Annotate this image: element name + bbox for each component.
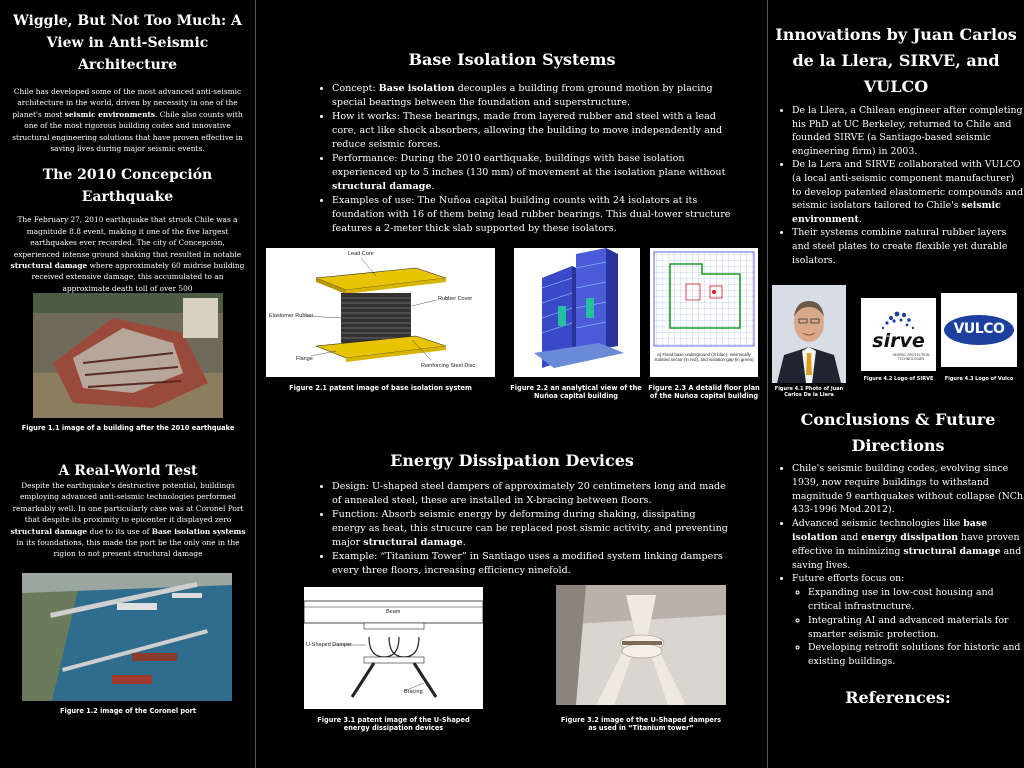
innovations-heading: Innovations by Juan Carlos de la Llera, SIRVE, and VULCO: [775, 25, 1017, 96]
base-bullet-concept: • Concept: Base isolation decouples a building from ground motion by placing special bearings between the foundation and superstructure.: [332, 82, 732, 110]
isolator-patent-figure: [266, 248, 495, 377]
building-model-drawing: [514, 248, 640, 377]
future-item-retrofit: ◦ Developing retrofit solutions for historic and existing buildings.: [808, 641, 1024, 669]
dellera-portrait-photo: [772, 285, 846, 383]
collapsed-building-photo: [33, 293, 223, 418]
innovations-list: [776, 104, 1024, 267]
energy-dissipation-list: [316, 480, 732, 578]
u-damper-patent-figure: [304, 587, 483, 709]
figure-2-3-caption: Figure 2.3 A detalid floor plan of the Nuñoa capital building: [648, 384, 760, 400]
sirve-logo-text: sirve: [872, 330, 925, 352]
future-item-housing: ◦ Expanding use in low-cost housing and critical infrastructure.: [808, 586, 1024, 614]
future-item-ai: ◦ Integrating AI and advanced materials for smarter seismic protection.: [808, 614, 1024, 642]
base-bullet-how: • How it works: These bearings, made from layered rubber and steel with a lead core, act like shock absorbers, allowing the building to move independently and reduce seismic forces.: [332, 110, 732, 152]
column-left: [0, 0, 256, 768]
floor-plan-note: a) Fixed base underground (in blue), seismically isolated sector (in red), and isolation gap (in green): [654, 352, 754, 362]
innov-bullet-systems: • Their systems combine natural rubber layers and steel plates to create flexible yet durable isolators.: [792, 226, 1024, 267]
quake-paragraph: The February 27, 2010 earthquake that struck Chile was a magnitude 8.8 event, making it one of the five largest earthquakes ever recorded. The city of Concepción, experienced intense ground shaking that resulted in notable structural damage where approximately 60 midrise building received extensive damage, this accumulated to an approximate death toll of over 500: [10, 215, 245, 293]
u-damper-drawing: [304, 587, 483, 709]
intro-paragraph: Chile has developed some of the most advanced anti-seismic architecture in the world, driven by necessity in one of the planet's most seismic environments. Chile also counts with one of the most rigorous building codes and innovative structural engineering solutions that have proven effective in saving lives during major seismic events.: [12, 87, 243, 154]
figure-2-2-caption: Figure 2.2 an analytical view of the Nuñoa capital building: [510, 384, 642, 400]
base-isolation-heading: Base Isolation Systems: [408, 50, 616, 69]
base-bullet-performance: • Performance: During the 2010 earthquake, buildings with base isolation experienced up to 5 inches (130 mm) of movement at the isolation plane without structural damage.: [332, 152, 732, 194]
conclusions-list: [776, 462, 1024, 669]
base-isolation-list: [316, 82, 732, 236]
test-heading: A Real-World Test: [58, 463, 198, 479]
base-bullet-examples: • Examples of use: The Nuñoa capital building counts with 24 isolators at its foundation with 16 of them being lead rubber bearings. This dual-tower structure features a 2-meter thick slab supported by these isolators.: [332, 194, 732, 236]
building-model-figure: [514, 248, 640, 377]
concl-bullet-technologies: • Advanced seismic technologies like base isolation and energy dissipation have proven effective in minimizing structural damage and saving lives.: [792, 517, 1024, 572]
figure-4-1-caption: Figure 4.1 Photo of Juan Carlos De la Llera: [774, 386, 844, 398]
references-heading: References:: [845, 688, 951, 707]
sirve-logo: [861, 298, 936, 371]
future-sublist: [792, 586, 1024, 669]
vulco-logo: [941, 293, 1017, 367]
test-paragraph: Despite the earthquake's destructive potential, buildings employing advanced anti-seismic technologies performed remarkably well. In one particularly case was at Coronel Port that despite its proximity to epicenter it displayed zero structural damage due to its use of Base isolation systems in its foundations, this made the port be the only one in the rigion to not present structural damage: [10, 481, 246, 559]
label-u-shaped-damper: U-Shaped Damper: [306, 642, 352, 648]
energy-bullet-example: • Example: “Titanium Tower” in Santiago uses a modified system linking dampers every three floors, increasing efficiency ninefold.: [332, 550, 732, 578]
figure-3-2-caption: Figure 3.2 image of the U-Shaped dampers as used in “Titanium tower”: [560, 716, 722, 732]
label-reinforcing-disc: Reinforcing Steel Disc: [421, 363, 476, 369]
label-bracing: Bracing: [404, 689, 423, 695]
label-rubber-cover: Rubber Cover: [438, 296, 473, 302]
figure-1-1-caption: Figure 1.1 image of a building after the 2010 earthquake: [21, 424, 235, 432]
energy-bullet-design: • Design: U-shaped steel dampers of approximately 20 centimeters long and made of annealed steel, these are installed in X-bracing between floors.: [332, 480, 732, 508]
vulco-logo-text: VULCO: [953, 321, 1005, 337]
innov-bullet-vulco: • De la Lera and SIRVE collaborated with VULCO (a local anti-seismic component manufacturer) to develop patented elastomeric compounds and seismic isolators tailored to Chile's seismic environment.: [792, 158, 1024, 226]
figure-2-1-caption: Figure 2.1 patent image of base isolation system: [289, 384, 472, 392]
figure-4-2-caption: Figure 4.2 Logo of SIRVE: [863, 376, 934, 382]
titanium-tower-dampers-photo: [556, 585, 726, 705]
figure-3-1-caption: Figure 3.1 patent image of the U-Shaped energy dissipation devices: [317, 716, 470, 732]
floor-plan-figure: [650, 248, 758, 377]
coronel-port-photo: [22, 573, 232, 701]
poster-title: Wiggle, But Not Too Much: A View in Anti-Seismic Architecture: [13, 13, 242, 73]
figure-4-3-caption: Figure 4.3 Logo of Vulco: [944, 376, 1014, 382]
column-middle: [256, 0, 768, 768]
label-lead-core: Lead Core: [348, 251, 374, 257]
label-flange: Flange: [296, 356, 313, 362]
concl-bullet-future: • Future efforts focus on: ◦ Expanding use in low-cost housing and critical infrastructure. ◦ Integrating AI and advanced materials for smarter seismic protection. ◦ Developing retrofit solutions for historic and existing buildings.: [792, 572, 1024, 669]
innov-bullet-dellera: • De la Llera, a Chilean engineer after completing his PhD at UC Berkeley, returned to Chile and founded SIRVE (a Santiago-based seismic engineering firm) in 2003.: [792, 104, 1024, 158]
figure-1-2-caption: Figure 1.2 image of the Coronel port: [59, 707, 197, 715]
label-beam: Beam: [386, 609, 401, 615]
concl-bullet-codes: • Chile's seismic building codes, evolving since 1939, now require buildings to withstand magnitude 9 earthquakes without collapse (NCh 433-1996 Mod.2012).: [792, 462, 1024, 517]
conclusions-heading: Conclusions & Future Directions: [800, 410, 996, 455]
label-elastomer-rubber: Elastomer Rubber: [269, 313, 314, 319]
energy-bullet-function: • Function: Absorb seismic energy by deforming during shaking, dissipating energy as heat, this strucure can be replaced post sismic activity, and preventing major structural damage.: [332, 508, 732, 550]
energy-dissipation-heading: Energy Dissipation Devices: [390, 451, 634, 470]
quake-heading: The 2010 Concepción Earthquake: [42, 167, 213, 206]
column-right: [768, 0, 1024, 768]
sirve-logo-subtext: SEISMIC PROTECTION TECHNOLOGIES: [892, 353, 930, 361]
